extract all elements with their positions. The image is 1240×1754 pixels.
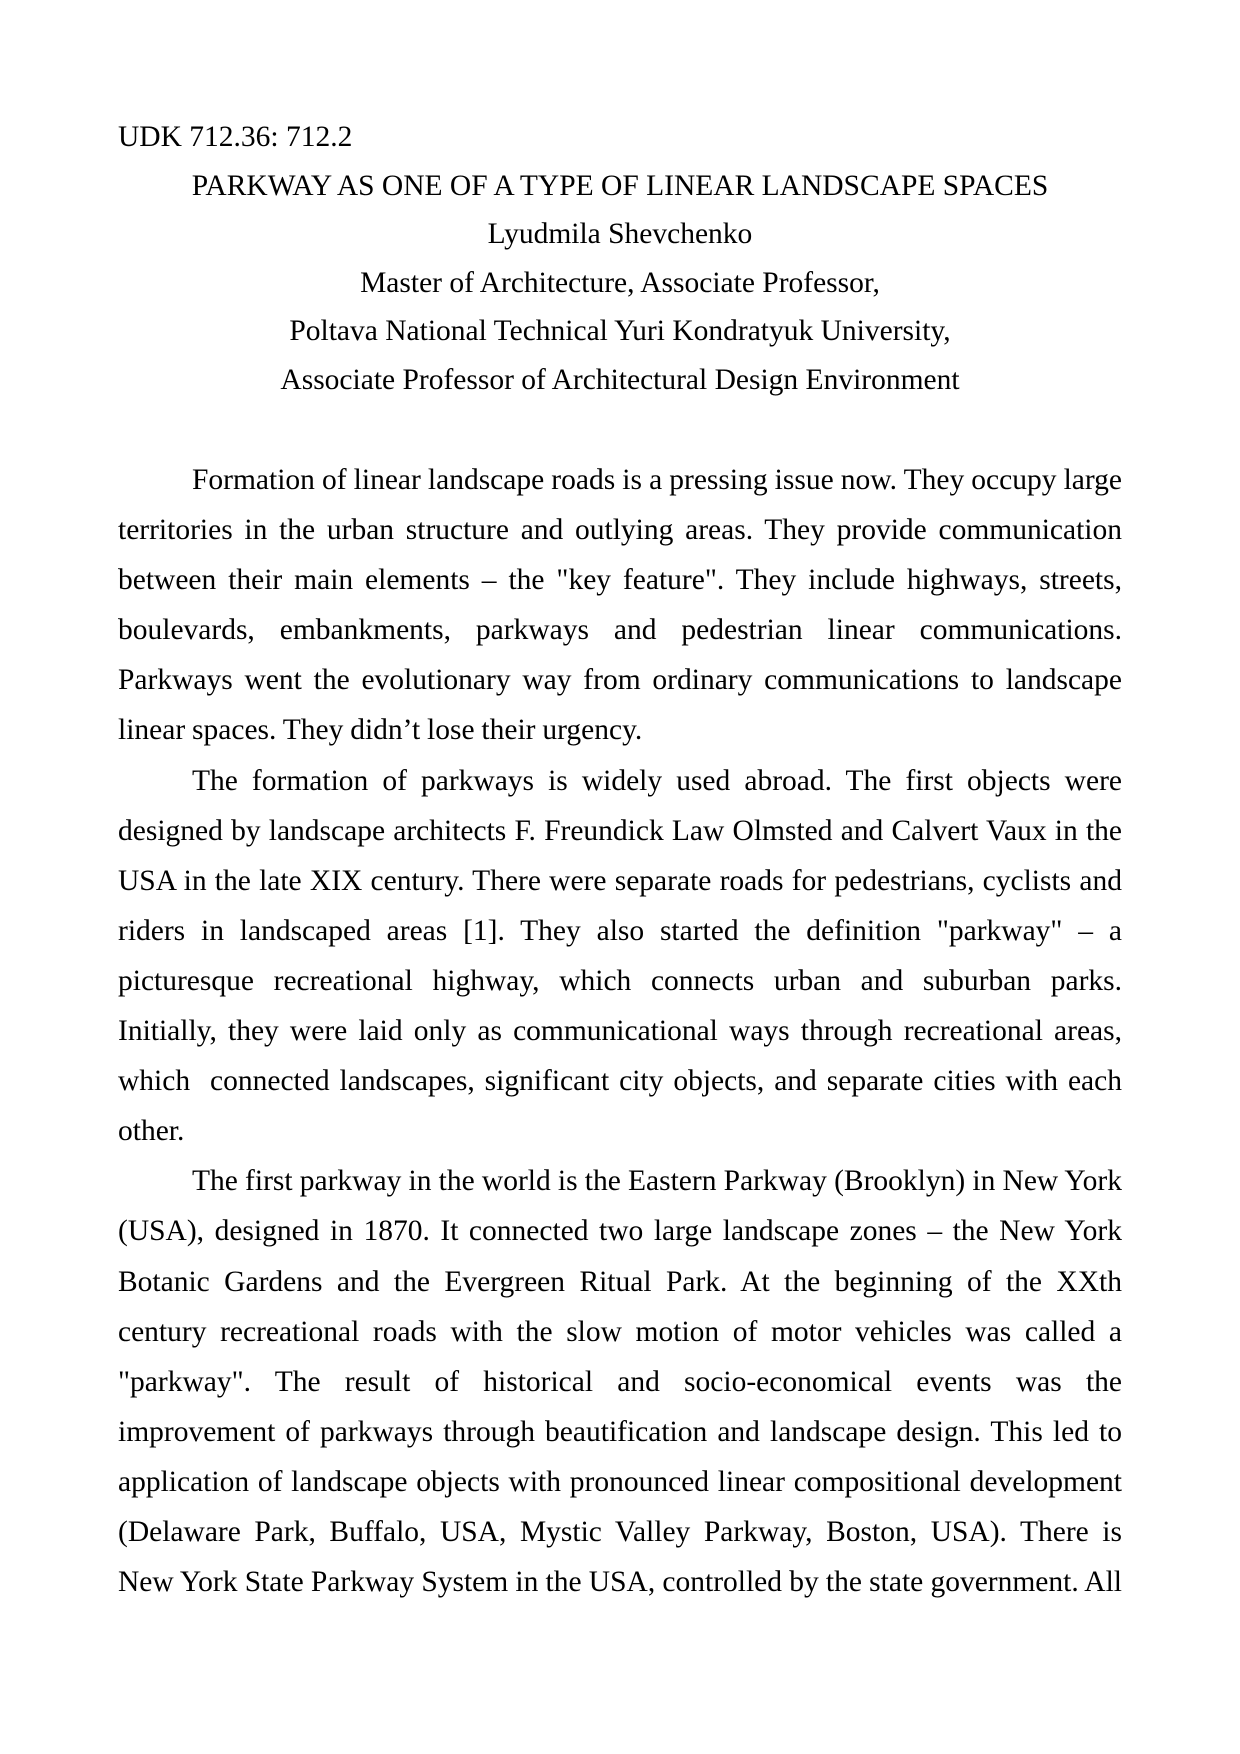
text-line: designed by landscape architects F. Freundick Law Olmsted and Calvert Vaux in the [118,814,1122,847]
paper-header [118,113,1122,405]
text-line: boulevards, embankments, parkways and pedestrian linear communications. [118,614,1122,647]
text-line: Formation of linear landscape roads is a pressing issue now. They occupy large [192,464,1122,496]
paragraph [118,1156,1122,1607]
text-line: riders in landscaped areas [1]. They also started the definition "parkway" – a [118,914,1122,947]
author-name: Lyudmila Shevchenko [487,218,753,251]
paper-body [118,455,1122,1607]
text-line: which connected landscapes, significant city objects, and separate cities with each [118,1065,1122,1098]
text-line: improvement of parkways through beautification and landscape design. This led to [118,1415,1122,1448]
text-line: Initially, they were laid only as communicational ways through recreational areas, [118,1015,1122,1048]
text-line: The first parkway in the world is the Eastern Parkway (Brooklyn) in New York [192,1165,1122,1198]
affiliation-line: Master of Architecture, Associate Professor, [360,266,880,299]
paragraph [118,455,1122,756]
text-line: territories in the urban structure and outlying areas. They provide communication [118,514,1122,547]
affiliation-line: Associate Professor of Architectural Design Environment [280,363,960,396]
text-line: between their main elements – the "key feature". They include highways, streets, [118,564,1122,597]
text-line: picturesque recreational highway, which connects urban and suburban parks. [118,964,1122,997]
text-line: (Delaware Park, Buffalo, USA, Mystic Valley Parkway, Boston, USA). There is [118,1515,1122,1548]
text-line: The formation of parkways is widely used abroad. The first objects were [192,764,1122,797]
text-line: USA in the late XIX century. There were separate roads for pedestrians, cyclists and [118,864,1122,897]
text-line: Botanic Gardens and the Evergreen Ritual Park. At the beginning of the XXth [118,1265,1122,1298]
paragraph [118,756,1122,1157]
text-line: (USA), designed in 1870. It connected two large landscape zones – the New York [118,1215,1122,1248]
text-line: Parkways went the evolutionary way from ordinary communications to landscape [118,664,1122,697]
udk-number: UDK 712.36: 712.2 [118,121,353,153]
paper-title: PARKWAY AS ONE OF A TYPE OF LINEAR LANDSCAPE SPACES [191,169,1049,202]
text-line: application of landscape objects with pronounced linear compositional development [118,1465,1122,1498]
text-line: "parkway". The result of historical and socio-economical events was the [118,1365,1122,1398]
text-line: century recreational roads with the slow motion of motor vehicles was called a [118,1315,1122,1348]
affiliation-line: Poltava National Technical Yuri Kondratyuk University, [289,315,951,348]
text-line: linear spaces. They didn’t lose their urgency. [118,714,643,747]
text-line: New York State Parkway System in the USA, controlled by the state government. All [118,1566,1122,1599]
text-line: other. [118,1115,185,1148]
